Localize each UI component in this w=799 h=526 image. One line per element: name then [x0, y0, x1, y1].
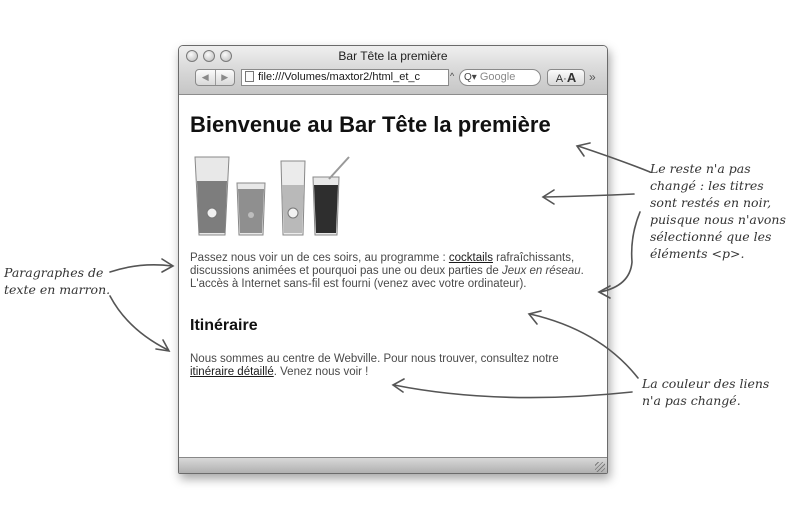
status-bar — [179, 457, 607, 473]
directions-link[interactable]: itinéraire détaillé — [190, 365, 274, 378]
search-input[interactable] — [459, 69, 541, 86]
page-heading: Bienvenue au Bar Tête la première — [190, 112, 551, 137]
glass-4-icon — [313, 157, 349, 235]
page-icon — [245, 71, 254, 82]
annotation-unchanged-headings: Le reste n'a pas changé : les titres sont restés en noir, puisque nous n'avons sélectionné que les éléments <p>. — [650, 161, 786, 261]
back-forward-buttons[interactable] — [195, 69, 235, 86]
text-larger-button[interactable]: A — [566, 70, 577, 85]
section-heading: Itinéraire — [190, 317, 258, 334]
forward-arrow-icon[interactable]: ▶ — [221, 72, 229, 82]
search-icon: Q▾ — [464, 72, 477, 83]
browser-titlebar — [179, 46, 607, 95]
annotation-paragraphs: Paragraphes de texte en marron. — [4, 265, 111, 297]
arrow-to-paragraph-2 — [110, 296, 168, 350]
page-content — [179, 95, 607, 457]
paragraph-directions-text-2: . Venez nous voir ! — [273, 365, 369, 378]
window-title: Bar Tête la première — [338, 49, 448, 63]
text-smaller-button[interactable]: A — [555, 73, 564, 85]
paragraph-intro-text-2: rafraîchissants, discussions animées et pourquoi pas une ou deux parties de — [190, 252, 575, 277]
resize-grip-icon[interactable] — [595, 462, 605, 472]
annotation-link-color: La couleur des liens n'a pas changé. — [642, 376, 770, 408]
address-bar[interactable] — [241, 69, 449, 86]
back-arrow-icon[interactable]: ◀ — [196, 70, 216, 85]
browser-window — [178, 45, 608, 474]
arrow-to-paragraph-1 — [110, 265, 172, 272]
paragraph-intro-emphasis: Jeux en réseau — [501, 264, 581, 277]
arrow-head-2 — [156, 340, 169, 351]
glass-2-icon — [237, 183, 265, 235]
arrow-head-1 — [162, 259, 173, 272]
glasses-image — [193, 155, 363, 239]
glass-1-icon — [195, 157, 229, 235]
text-size-buttons[interactable]: A·A — [547, 69, 585, 86]
paragraph-intro-text-3: . L'accès à Internet sans-fil est fourni (venez avec votre ordinateur). — [190, 264, 584, 290]
paragraph-intro — [190, 252, 602, 290]
search-placeholder: Google — [479, 71, 516, 83]
address-caret-icon[interactable]: ^ — [450, 71, 455, 81]
cocktails-link[interactable]: cocktails — [448, 252, 493, 264]
paragraph-directions-text: Nous sommes au centre de Webville. Pour nous trouver, consultez notre — [190, 353, 559, 365]
toolbar-overflow-icon[interactable]: » — [589, 70, 596, 84]
paragraph-directions — [190, 353, 602, 379]
address-text: file:///Volumes/maxtor2/html_et_c — [258, 71, 421, 83]
paragraph-intro-text: Passez nous voir un de ces soirs, au programme : — [190, 252, 449, 264]
glass-3-icon — [281, 161, 305, 235]
